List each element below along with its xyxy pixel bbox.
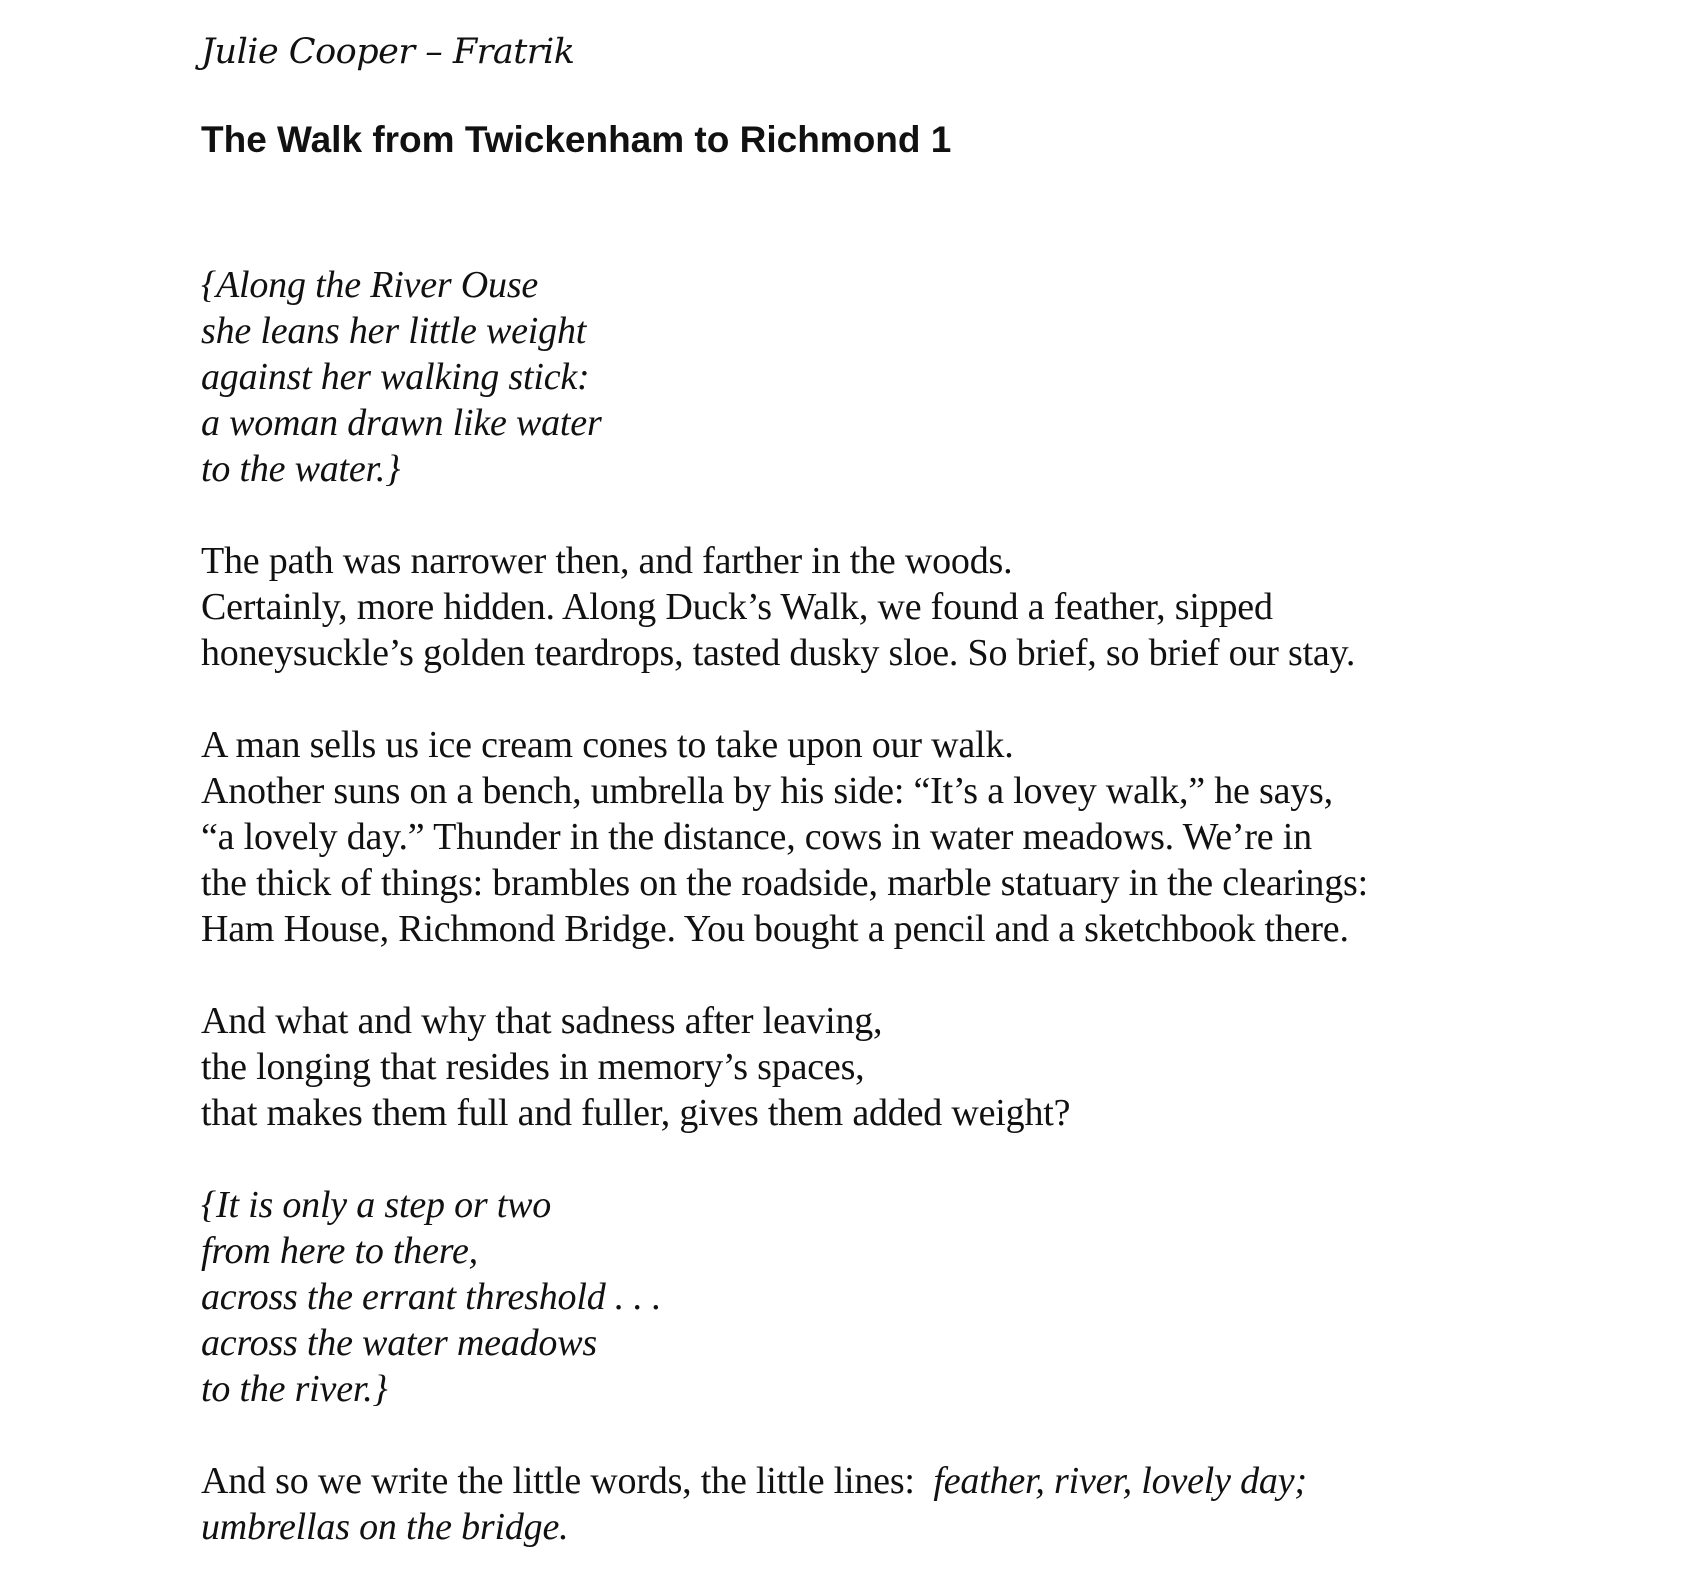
poem-page: [201, 28, 1621, 1550]
stanza-6-line-2-italic: umbrellas on the bridge.: [201, 1506, 569, 1548]
stanza-line: honeysuckle’s golden teardrops, tasted dusky sloe. So brief, so brief our stay.: [201, 632, 1356, 674]
stanza-line: from here to there,: [201, 1230, 478, 1272]
stanza-line: {It is only a step or two: [201, 1184, 552, 1226]
stanza-line: The path was narrower then, and farther in the woods.: [201, 540, 1013, 582]
stanza-line: the longing that resides in memory’s spaces,: [201, 1046, 865, 1088]
poem-title: The Walk from Twickenham to Richmond 1: [201, 119, 952, 160]
stanza-line: [201, 1458, 1621, 1504]
stanza-line: that makes them full and fuller, gives them added weight?: [201, 1092, 1071, 1134]
stanza-3: [201, 722, 1621, 952]
stanza-line: the thick of things: brambles on the roadside, marble statuary in the clearings:: [201, 862, 1368, 904]
stanza-line: across the errant threshold . . .: [201, 1276, 662, 1318]
stanza-4: [201, 998, 1621, 1136]
stanza-line: Ham House, Richmond Bridge. You bought a pencil and a sketchbook there.: [201, 908, 1349, 950]
stanza-5: [201, 1182, 1621, 1412]
stanza-line: to the water.}: [201, 448, 401, 490]
stanza-2: [201, 538, 1621, 676]
stanza-line: she leans her little weight: [201, 310, 587, 352]
stanza-line: And what and why that sadness after leaving,: [201, 1000, 883, 1042]
stanza-6: [201, 1458, 1621, 1550]
stanza-line: to the river.}: [201, 1368, 388, 1410]
stanza-line: Another suns on a bench, umbrella by his side: “It’s a lovey walk,” he says,: [201, 770, 1333, 812]
stanza-6-line-1-roman: And so we write the little words, the little lines:: [201, 1460, 915, 1502]
stanza-line: {Along the River Ouse: [201, 264, 539, 306]
stanza-line: against her walking stick:: [201, 356, 590, 398]
stanza-line: A man sells us ice cream cones to take upon our walk.: [201, 724, 1014, 766]
stanza-line: Certainly, more hidden. Along Duck’s Walk, we found a feather, sipped: [201, 586, 1273, 628]
stanza-line: a woman drawn like water: [201, 402, 602, 444]
stanza-line: “a lovely day.” Thunder in the distance, cows in water meadows. We’re in: [201, 816, 1312, 858]
stanza-6-line-1-italic: feather, river, lovely day;: [933, 1460, 1307, 1502]
stanza-line: across the water meadows: [201, 1322, 597, 1364]
stanza-1: [201, 262, 1621, 492]
author-line: Julie Cooper – Fratrik: [201, 32, 575, 72]
